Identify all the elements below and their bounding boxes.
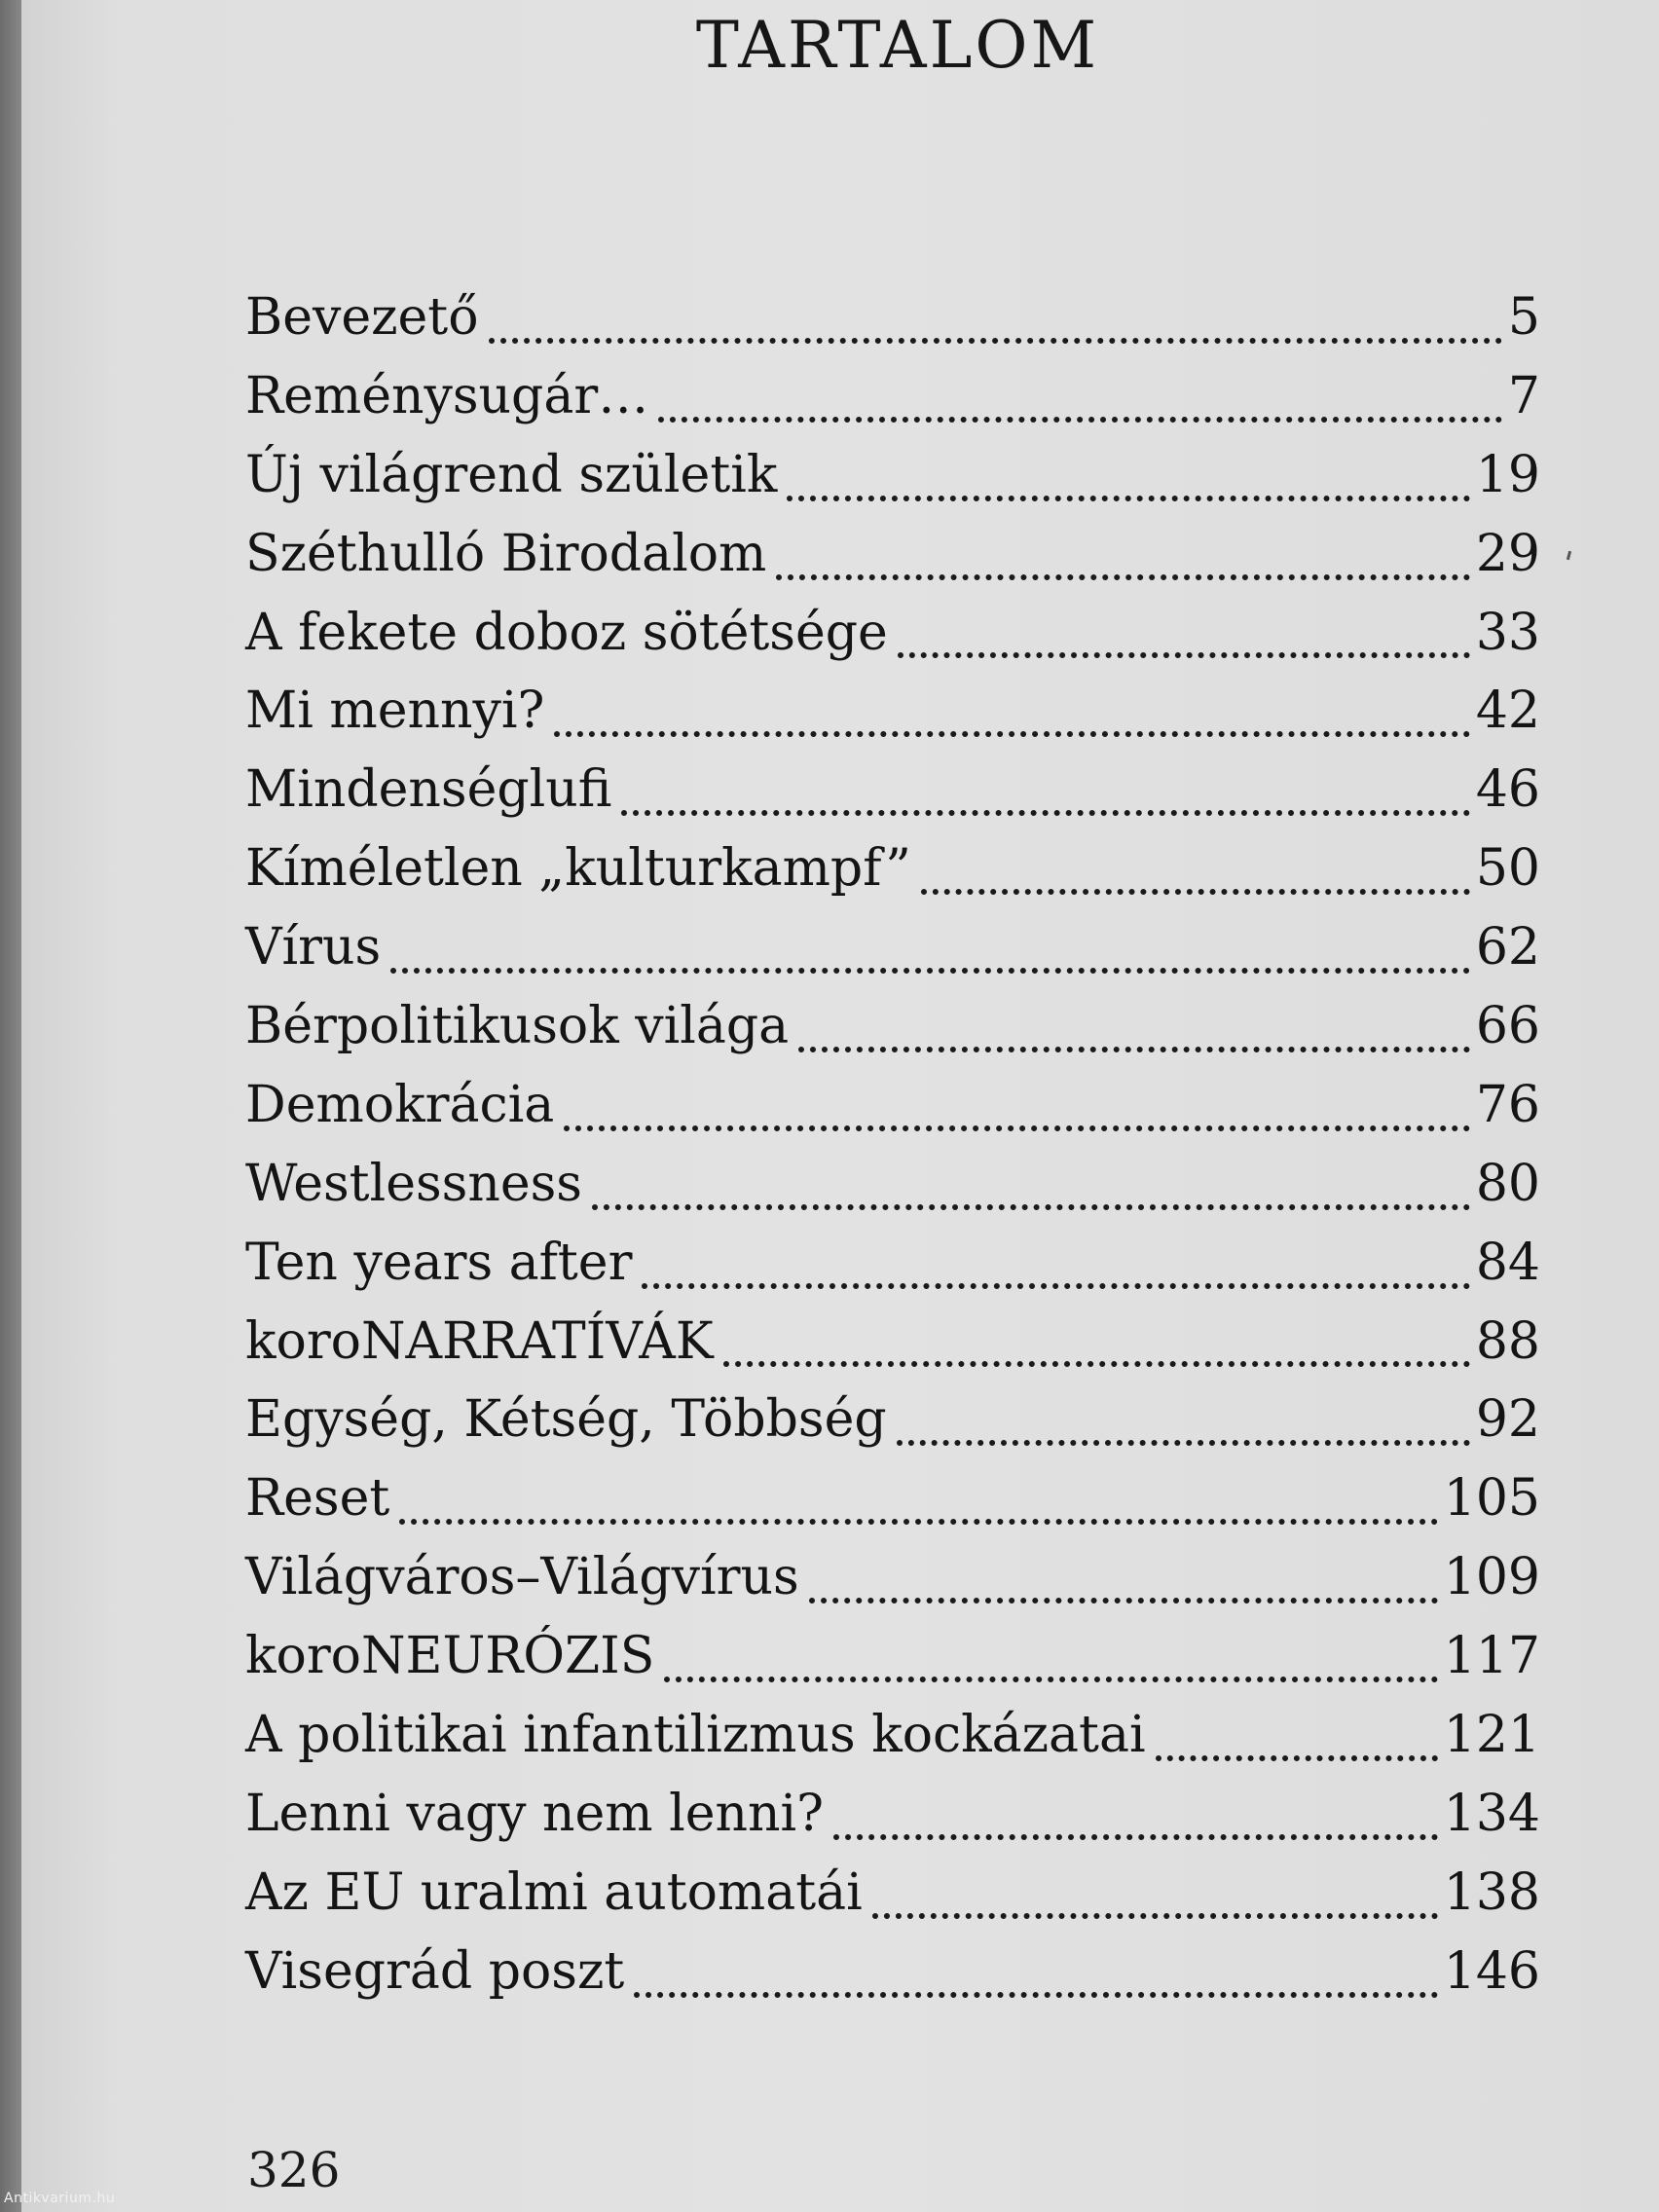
dot-leader (723, 1361, 1470, 1367)
toc-entry-title: Bérpolitikusok világa (245, 997, 790, 1056)
toc-entry-title: Ten years after (245, 1233, 633, 1292)
toc-entry-title: Vírus (245, 918, 382, 977)
toc-entry-title: A politikai infantilizmus kockázatai (245, 1706, 1146, 1765)
toc-entry-title: Bevezető (245, 288, 479, 347)
toc-entry-title: koroNARRATÍVÁK (245, 1311, 714, 1371)
toc-entry (245, 1942, 1540, 2021)
toc-entry (245, 1155, 1540, 1234)
dot-leader (634, 1992, 1437, 1998)
toc-entry-page: 138 (1443, 1862, 1540, 1922)
toc-entry-page: 105 (1443, 1469, 1540, 1529)
toc-entry-page: 42 (1475, 682, 1540, 741)
page-number: 326 (247, 2142, 341, 2198)
toc-entry-page: 66 (1475, 997, 1540, 1056)
dot-leader (592, 1204, 1470, 1210)
toc-entry (245, 1785, 1540, 1863)
toc-entry-page: 29 (1475, 524, 1540, 583)
toc-entry-page: 76 (1475, 1075, 1540, 1134)
toc-entry-title: Kíméletlen „kulturkampf” (245, 839, 911, 899)
book-page (21, 0, 1659, 2212)
dot-leader (921, 889, 1470, 895)
toc-entry-title: Reménysugár… (245, 366, 649, 425)
toc-entry-title: Westlessness (245, 1154, 582, 1213)
dot-leader (898, 652, 1470, 658)
dot-leader (564, 1125, 1470, 1131)
toc-entry-title: Visegrád poszt (245, 1941, 625, 2001)
toc-entry-page: 117 (1443, 1627, 1540, 1686)
toc-entry (245, 1076, 1540, 1155)
toc-entry-page: 134 (1443, 1784, 1540, 1843)
dot-leader (399, 1519, 1437, 1525)
toc-entry (245, 682, 1540, 760)
dot-leader (621, 810, 1469, 816)
toc-entry-title: Mindenséglufi (245, 760, 612, 820)
toc-entry-title: Új világrend születik (245, 445, 778, 504)
toc-entry (245, 997, 1540, 1076)
toc-entry-page: 146 (1443, 1941, 1540, 2001)
toc-entry-page: 19 (1475, 445, 1540, 504)
dot-leader (489, 338, 1502, 344)
toc-entry (245, 1627, 1540, 1706)
dot-leader (390, 968, 1470, 974)
watermark: Antikvarium.hu (4, 2191, 116, 2206)
toc-entry-page: 7 (1507, 366, 1540, 425)
dot-leader (1156, 1755, 1438, 1761)
page-title: TARTALOM (695, 8, 1100, 83)
toc-entry-title: Egység, Kétség, Többség (245, 1390, 887, 1450)
toc-entry-page: 62 (1475, 918, 1540, 977)
toc-entry (245, 1234, 1540, 1312)
toc-entry-page: 80 (1475, 1154, 1540, 1213)
toc-entry (245, 1390, 1540, 1469)
dot-leader (776, 574, 1470, 580)
toc-entry-title: Mi mennyi? (245, 682, 545, 741)
toc-entry-page: 84 (1475, 1233, 1540, 1292)
dot-leader (872, 1913, 1438, 1919)
toc-entry-title: koroNEURÓZIS (245, 1627, 655, 1686)
toc-entry-title: Demokrácia (245, 1075, 555, 1134)
dot-leader (897, 1440, 1470, 1446)
toc-entry-page: 88 (1475, 1311, 1540, 1371)
toc-entry (245, 525, 1540, 604)
table-of-contents (245, 288, 1540, 2021)
toc-entry-title: Világváros–Világvírus (245, 1548, 799, 1607)
toc-entry-page: 121 (1443, 1706, 1540, 1765)
toc-entry-page: 109 (1443, 1548, 1540, 1607)
toc-entry-title: Az EU uralmi automatái (245, 1862, 863, 1922)
toc-entry-page: 46 (1475, 760, 1540, 820)
toc-entry (245, 760, 1540, 839)
toc-entry-page: 33 (1475, 603, 1540, 662)
toc-entry (245, 1706, 1540, 1785)
dot-leader (787, 496, 1469, 501)
dot-leader (664, 1677, 1437, 1682)
dot-leader (798, 1047, 1470, 1052)
toc-entry (245, 446, 1540, 525)
toc-entry (245, 1548, 1540, 1627)
toc-entry-title: Széthulló Birodalom (245, 524, 767, 583)
toc-entry-title: A fekete doboz sötétsége (245, 603, 888, 662)
toc-entry (245, 1469, 1540, 1548)
dot-leader (809, 1598, 1438, 1604)
toc-entry-page: 5 (1507, 288, 1540, 347)
toc-entry-page: 50 (1475, 839, 1540, 899)
toc-entry (245, 839, 1540, 918)
dot-leader (554, 731, 1469, 737)
toc-entry (245, 288, 1540, 367)
toc-entry-page: 92 (1475, 1390, 1540, 1450)
paper-speck (1567, 551, 1571, 560)
toc-entry (245, 367, 1540, 446)
toc-entry-title: Lenni vagy nem lenni? (245, 1784, 825, 1843)
toc-entry (245, 1312, 1540, 1391)
dot-leader (658, 417, 1502, 423)
dot-leader (642, 1283, 1469, 1289)
toc-entry (245, 604, 1540, 682)
dot-leader (833, 1834, 1438, 1840)
toc-entry (245, 918, 1540, 997)
toc-entry-title: Reset (245, 1469, 390, 1529)
toc-entry (245, 1863, 1540, 1942)
